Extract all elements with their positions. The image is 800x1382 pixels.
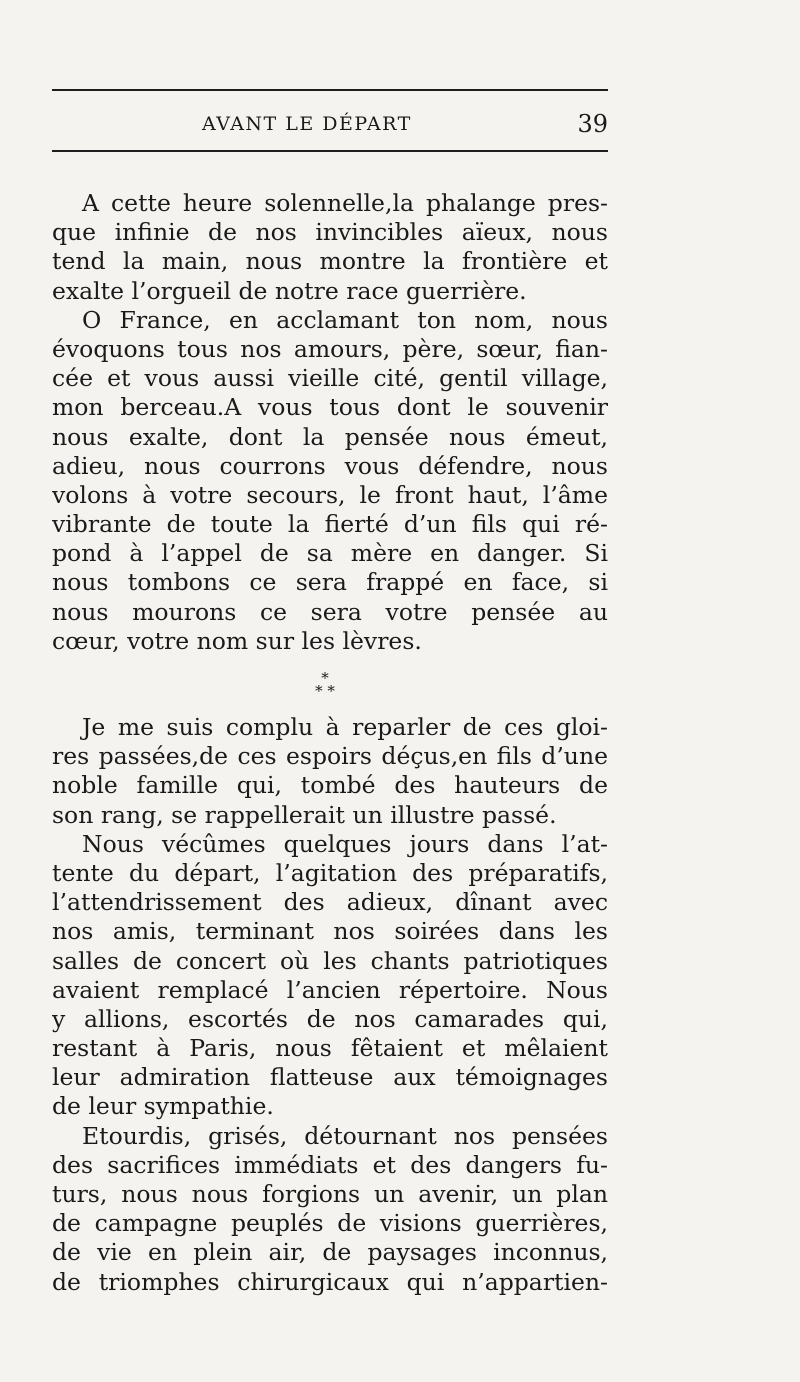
running-head — [52, 108, 608, 140]
text-line: nous tombons ce sera frappé en face, si — [52, 568, 608, 597]
text-line: y allions, escortés de nos camarades qui, — [52, 1004, 608, 1033]
text-line: avaient remplacé l’ancien répertoire. Nous — [52, 975, 608, 1004]
text-line: tend la main, nous montre la frontière et — [52, 247, 608, 276]
text-line: vibrante de toute la fierté d’un fils qui ré- — [52, 510, 608, 539]
text-line: Je me suis complu à reparler de ces gloi- — [82, 713, 608, 741]
text-line: res passées,de ces espoirs déçus,en fils d’une — [52, 742, 608, 771]
header-bottom-rule — [52, 150, 608, 152]
text-line: son rang, se rappellerait un illustre passé. — [52, 800, 557, 829]
separator-top-asterisk: * — [321, 669, 329, 687]
text-line: cœur, votre nom sur les lèvres. — [52, 626, 422, 655]
text-line: mon berceau.A vous tous dont le souvenir — [52, 393, 608, 422]
text-line: nos amis, terminant nos soirées dans les — [52, 917, 608, 946]
text-line: O France, en acclamant ton nom, nous — [82, 305, 608, 334]
text-line: volons à votre secours, le front haut, l’âme — [52, 480, 608, 509]
text-line: nous exalte, dont la pensée nous émeut, — [52, 422, 608, 451]
text-line: salles de concert où les chants patriotiques — [52, 946, 608, 975]
text-line: des sacrifices immédiats et des dangers fu- — [52, 1150, 608, 1179]
text-line: leur admiration flatteuse aux témoignages — [52, 1063, 608, 1092]
text-line: de leur sympathie. — [52, 1092, 274, 1121]
text-line: turs, nous nous forgions un avenir, un plan — [52, 1180, 608, 1208]
separator-bottom-asterisks: * * — [315, 682, 335, 700]
text-line: noble famille qui, tombé des hauteurs de — [52, 771, 608, 800]
text-line: l’attendrissement des adieux, dînant avec — [52, 888, 608, 917]
header-top-rule — [52, 89, 608, 91]
text-line: cée et vous aussi vieille cité, gentil village, — [52, 364, 608, 393]
text-line: restant à Paris, nous fêtaient et mêlaient — [52, 1034, 608, 1063]
text-line: tente du départ, l’agitation des préparatifs, — [52, 858, 608, 887]
text-line: nous mourons ce sera votre pensée au — [52, 597, 608, 626]
text-line: A cette heure solennelle,la phalange pres- — [82, 189, 608, 217]
continued-text-block — [52, 713, 608, 1297]
text-line: de campagne peuplés de visions guerrières, — [52, 1209, 608, 1238]
text-line: de vie en plein air, de paysages inconnus, — [52, 1238, 608, 1267]
text-line: exalte l’orgueil de notre race guerrière. — [52, 276, 527, 305]
text-line: adieu, nous courrons vous défendre, nous — [52, 451, 608, 480]
text-line: évoquons tous nos amours, père, sœur, fian- — [52, 334, 608, 363]
main-text-block — [52, 189, 608, 656]
text-line: pond à l’appel de sa mère en danger. Si — [52, 539, 608, 568]
text-line: Nous vécûmes quelques jours dans l’at- — [82, 829, 608, 858]
running-title: AVANT LE DÉPART — [202, 113, 412, 135]
page-number: 39 — [577, 110, 608, 138]
text-line: que infinie de nos invincibles aïeux, nous — [52, 218, 608, 247]
section-separator — [290, 669, 360, 708]
text-line: de triomphes chirurgicaux qui n’appartien- — [52, 1267, 608, 1296]
text-line: Etourdis, grisés, détournant nos pensées — [82, 1121, 608, 1150]
